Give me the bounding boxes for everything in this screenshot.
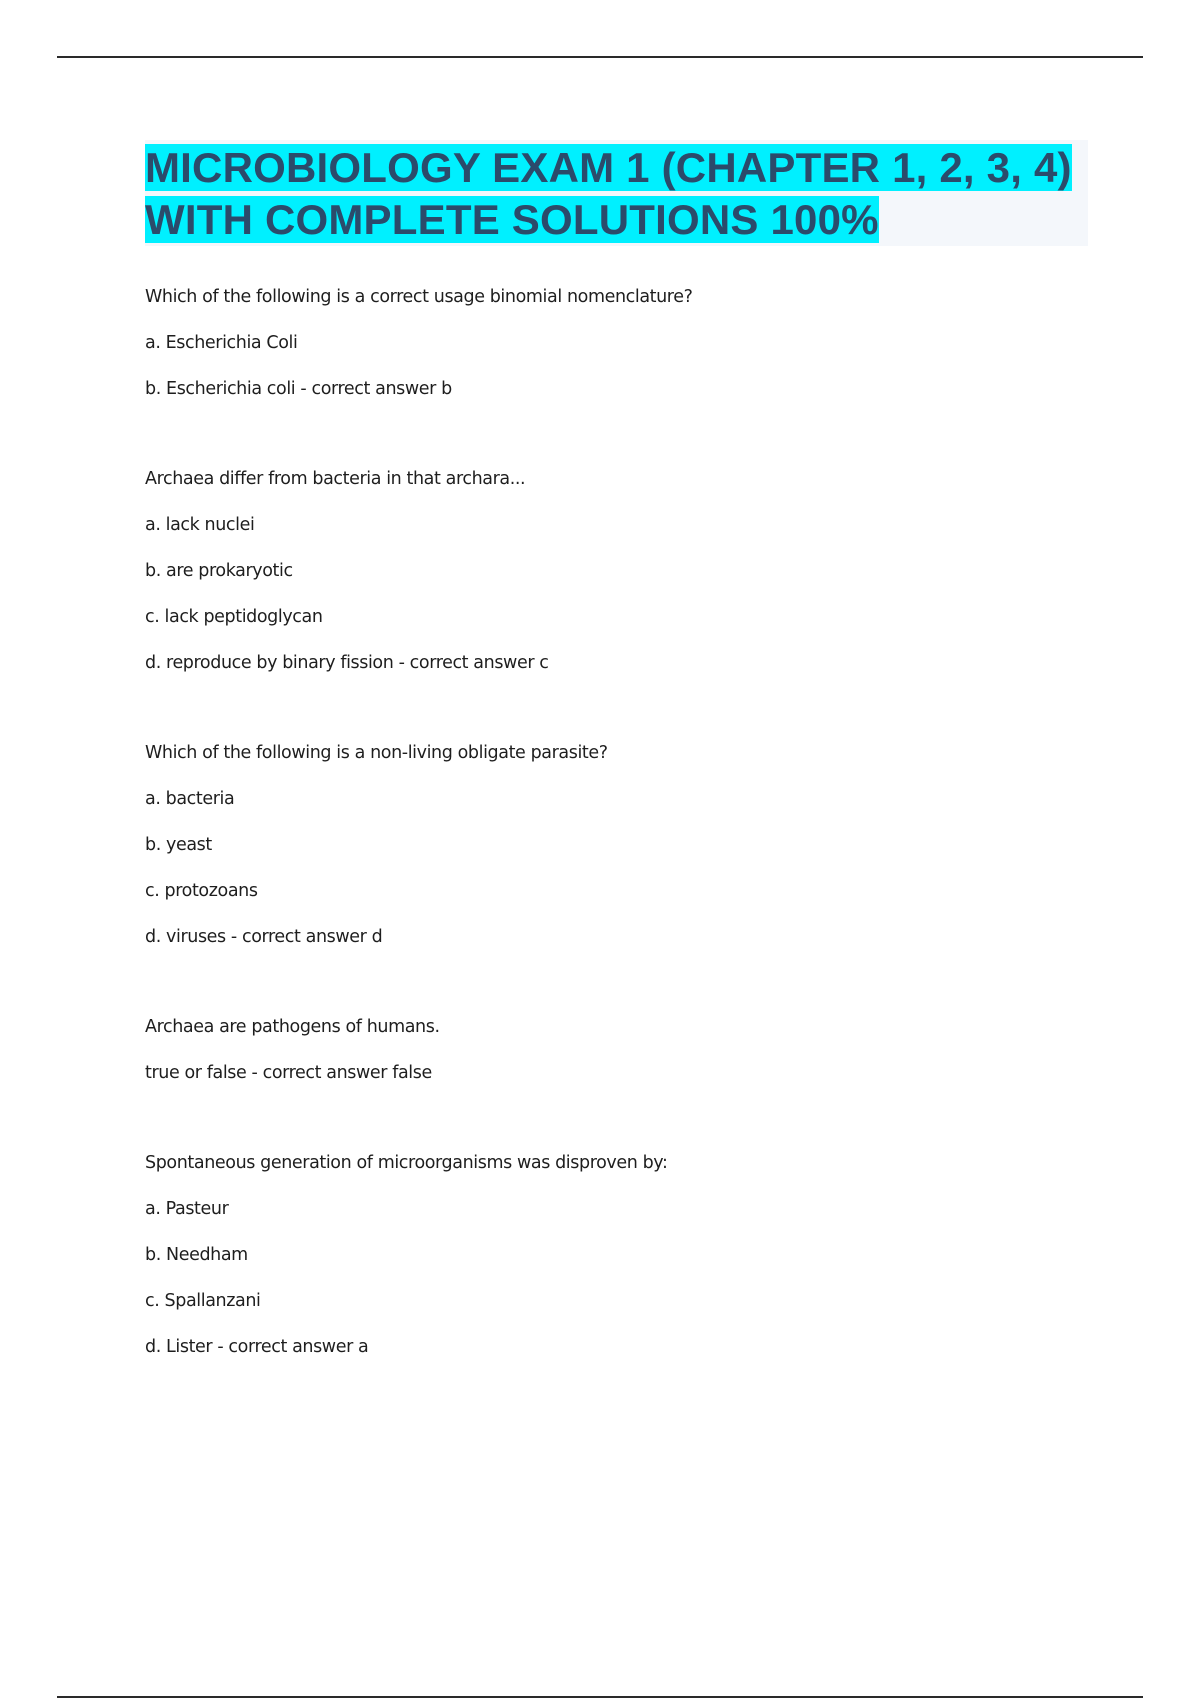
- answer-option: true or false - correct answer false: [145, 1063, 432, 1083]
- answer-option: d. reproduce by binary fission - correct answer c: [145, 653, 549, 673]
- page-bottom-rule: [57, 1696, 1143, 1698]
- document-body: [145, 140, 1090, 1414]
- document-title-text: MICROBIOLOGY EXAM 1 (CHAPTER 1, 2, 3, 4) WITH COMPLETE SOLUTIONS 100%: [145, 144, 1072, 243]
- question-prompt: Which of the following is a correct usage binomial nomenclature?: [145, 287, 693, 307]
- answer-option: b. are prokaryotic: [145, 561, 293, 581]
- question-3: [145, 730, 1090, 960]
- question-prompt: Which of the following is a non-living obligate parasite?: [145, 743, 608, 763]
- answer-option: a. Pasteur: [145, 1199, 229, 1219]
- answer-option: a. lack nuclei: [145, 515, 255, 535]
- question-2: [145, 456, 1090, 686]
- question-4: [145, 1004, 1090, 1096]
- answer-option: a. Escherichia Coli: [145, 333, 298, 353]
- answer-option: d. Lister - correct answer a: [145, 1337, 369, 1357]
- answer-option: b. yeast: [145, 835, 212, 855]
- answer-option: d. viruses - correct answer d: [145, 927, 383, 947]
- page-top-rule: [57, 56, 1143, 58]
- answer-option: b. Needham: [145, 1245, 248, 1265]
- answer-option: c. protozoans: [145, 881, 258, 901]
- question-5: [145, 1140, 1090, 1370]
- answer-option: c. lack peptidoglycan: [145, 607, 323, 627]
- title-block: [145, 140, 1088, 246]
- answer-option: b. Escherichia coli - correct answer b: [145, 379, 452, 399]
- question-prompt: Archaea are pathogens of humans.: [145, 1017, 440, 1037]
- question-prompt: Spontaneous generation of microorganisms was disproven by:: [145, 1153, 668, 1173]
- answer-option: a. bacteria: [145, 789, 235, 809]
- question-1: [145, 274, 1090, 412]
- document-title: [145, 140, 1088, 246]
- answer-option: c. Spallanzani: [145, 1291, 261, 1311]
- question-prompt: Archaea differ from bacteria in that archara...: [145, 469, 526, 489]
